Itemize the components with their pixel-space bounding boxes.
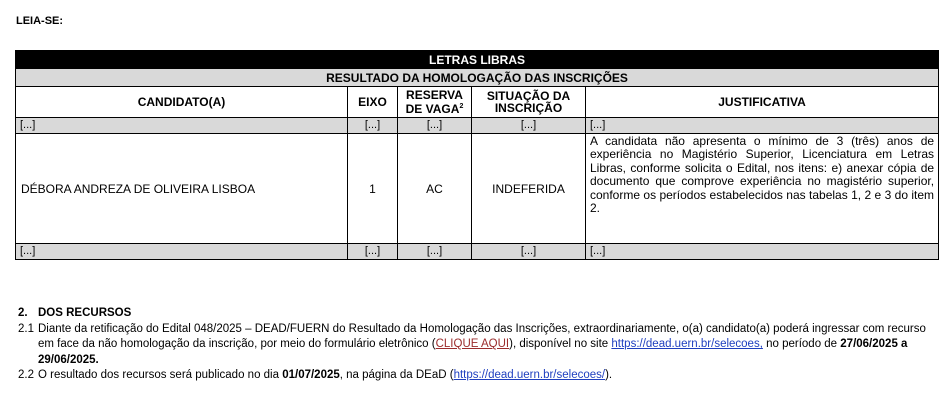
table-row [16, 134, 939, 244]
recursos-section [18, 306, 928, 384]
col-header-justificativa: JUSTIFICATIVA [586, 87, 939, 118]
ellipsis-cell: [...] [586, 244, 939, 260]
col-header-reserva [398, 87, 472, 118]
dead-selecoes-link[interactable]: https://dead.uern.br/selecoes/ [453, 369, 606, 381]
ellipsis-cell: [...] [348, 118, 398, 134]
recursos-item-2-1 [18, 322, 928, 369]
item-text-part: Diante da retificação do Edital 048/2025 – DEAD/FUERN do Resultado da Homologação das Inscrições, extraordinariamente, o(a) candidato(a) poderá ingressar com recurso em face da não homologação da inscrição, por meio do formulário eletrônico ( [38, 322, 926, 350]
item-text-part: O resultado dos recursos será publicado no dia [38, 369, 283, 381]
col-header-candidato: CANDIDATO(A) [16, 87, 348, 118]
table-title: LETRAS LIBRAS [16, 51, 939, 69]
item-number: 2.2 [18, 369, 34, 381]
col-header-situacao [472, 87, 586, 118]
reserva-line1: RESERVA [406, 88, 463, 102]
ellipsis-cell: [...] [398, 118, 472, 134]
situacao-line1: SITUAÇÃO DA [486, 89, 571, 103]
ellipsis-cell: [...] [472, 244, 586, 260]
cell-eixo: 1 [348, 134, 398, 244]
situacao-line2: INSCRIÇÃO [494, 101, 563, 115]
leia-se-label: LEIA-SE: [16, 15, 64, 27]
periodo-text: 27/06/2025 a 29/06/2025. [38, 338, 908, 366]
cell-justificativa: A candidata não apresenta o mínimo de 3 (três) anos de experiência no Magistério Superior, Licenciatura em Letras Libras, conforme solicita o Edital, nos itens: e) anexar cópia de documento que comprove experiência no magistério superior, conforme os períodos estabelecidos nas tabelas 1, 2 e 3 do item 2. [586, 134, 939, 244]
heading-number: 2. [18, 307, 28, 319]
ellipsis-cell: [...] [472, 118, 586, 134]
item-text-part: no período de [762, 338, 841, 350]
item-text-part: ), disponível no site [509, 338, 612, 350]
table-subtitle: RESULTADO DA HOMOLOGAÇÃO DAS INSCRIÇÕES [16, 69, 939, 87]
item-text-part: , na página da DEaD ( [339, 369, 454, 381]
ellipsis-cell: [...] [586, 118, 939, 134]
ellipsis-cell: [...] [348, 244, 398, 260]
item-number: 2.1 [18, 322, 34, 335]
clique-aqui-link[interactable]: CLIQUE AQUI [435, 338, 510, 350]
table-row [16, 118, 939, 134]
ellipsis-cell: [...] [16, 244, 348, 260]
col-header-eixo: EIXO [348, 87, 398, 118]
item-text [38, 368, 928, 384]
heading-text: DOS RECURSOS [38, 307, 132, 319]
item-text-part: ). [605, 369, 613, 381]
ellipsis-cell: [...] [398, 244, 472, 260]
cell-reserva: AC [398, 134, 472, 244]
publication-date: 01/07/2025 [282, 369, 340, 381]
selecoes-link[interactable]: https://dead.uern.br/selecoes, [611, 338, 763, 350]
table-row [16, 244, 939, 260]
item-text [38, 322, 928, 369]
reserva-footnote: 2 [459, 103, 464, 110]
ellipsis-cell: [...] [16, 118, 348, 134]
recursos-item-2-2 [18, 368, 928, 384]
cell-candidato: DÉBORA ANDREZA DE OLIVEIRA LISBOA [16, 134, 348, 244]
reserva-line2: DE VAGA [405, 102, 460, 116]
recursos-heading [18, 306, 928, 322]
cell-situacao: INDEFERIDA [472, 134, 586, 244]
homologacao-table [15, 50, 939, 260]
